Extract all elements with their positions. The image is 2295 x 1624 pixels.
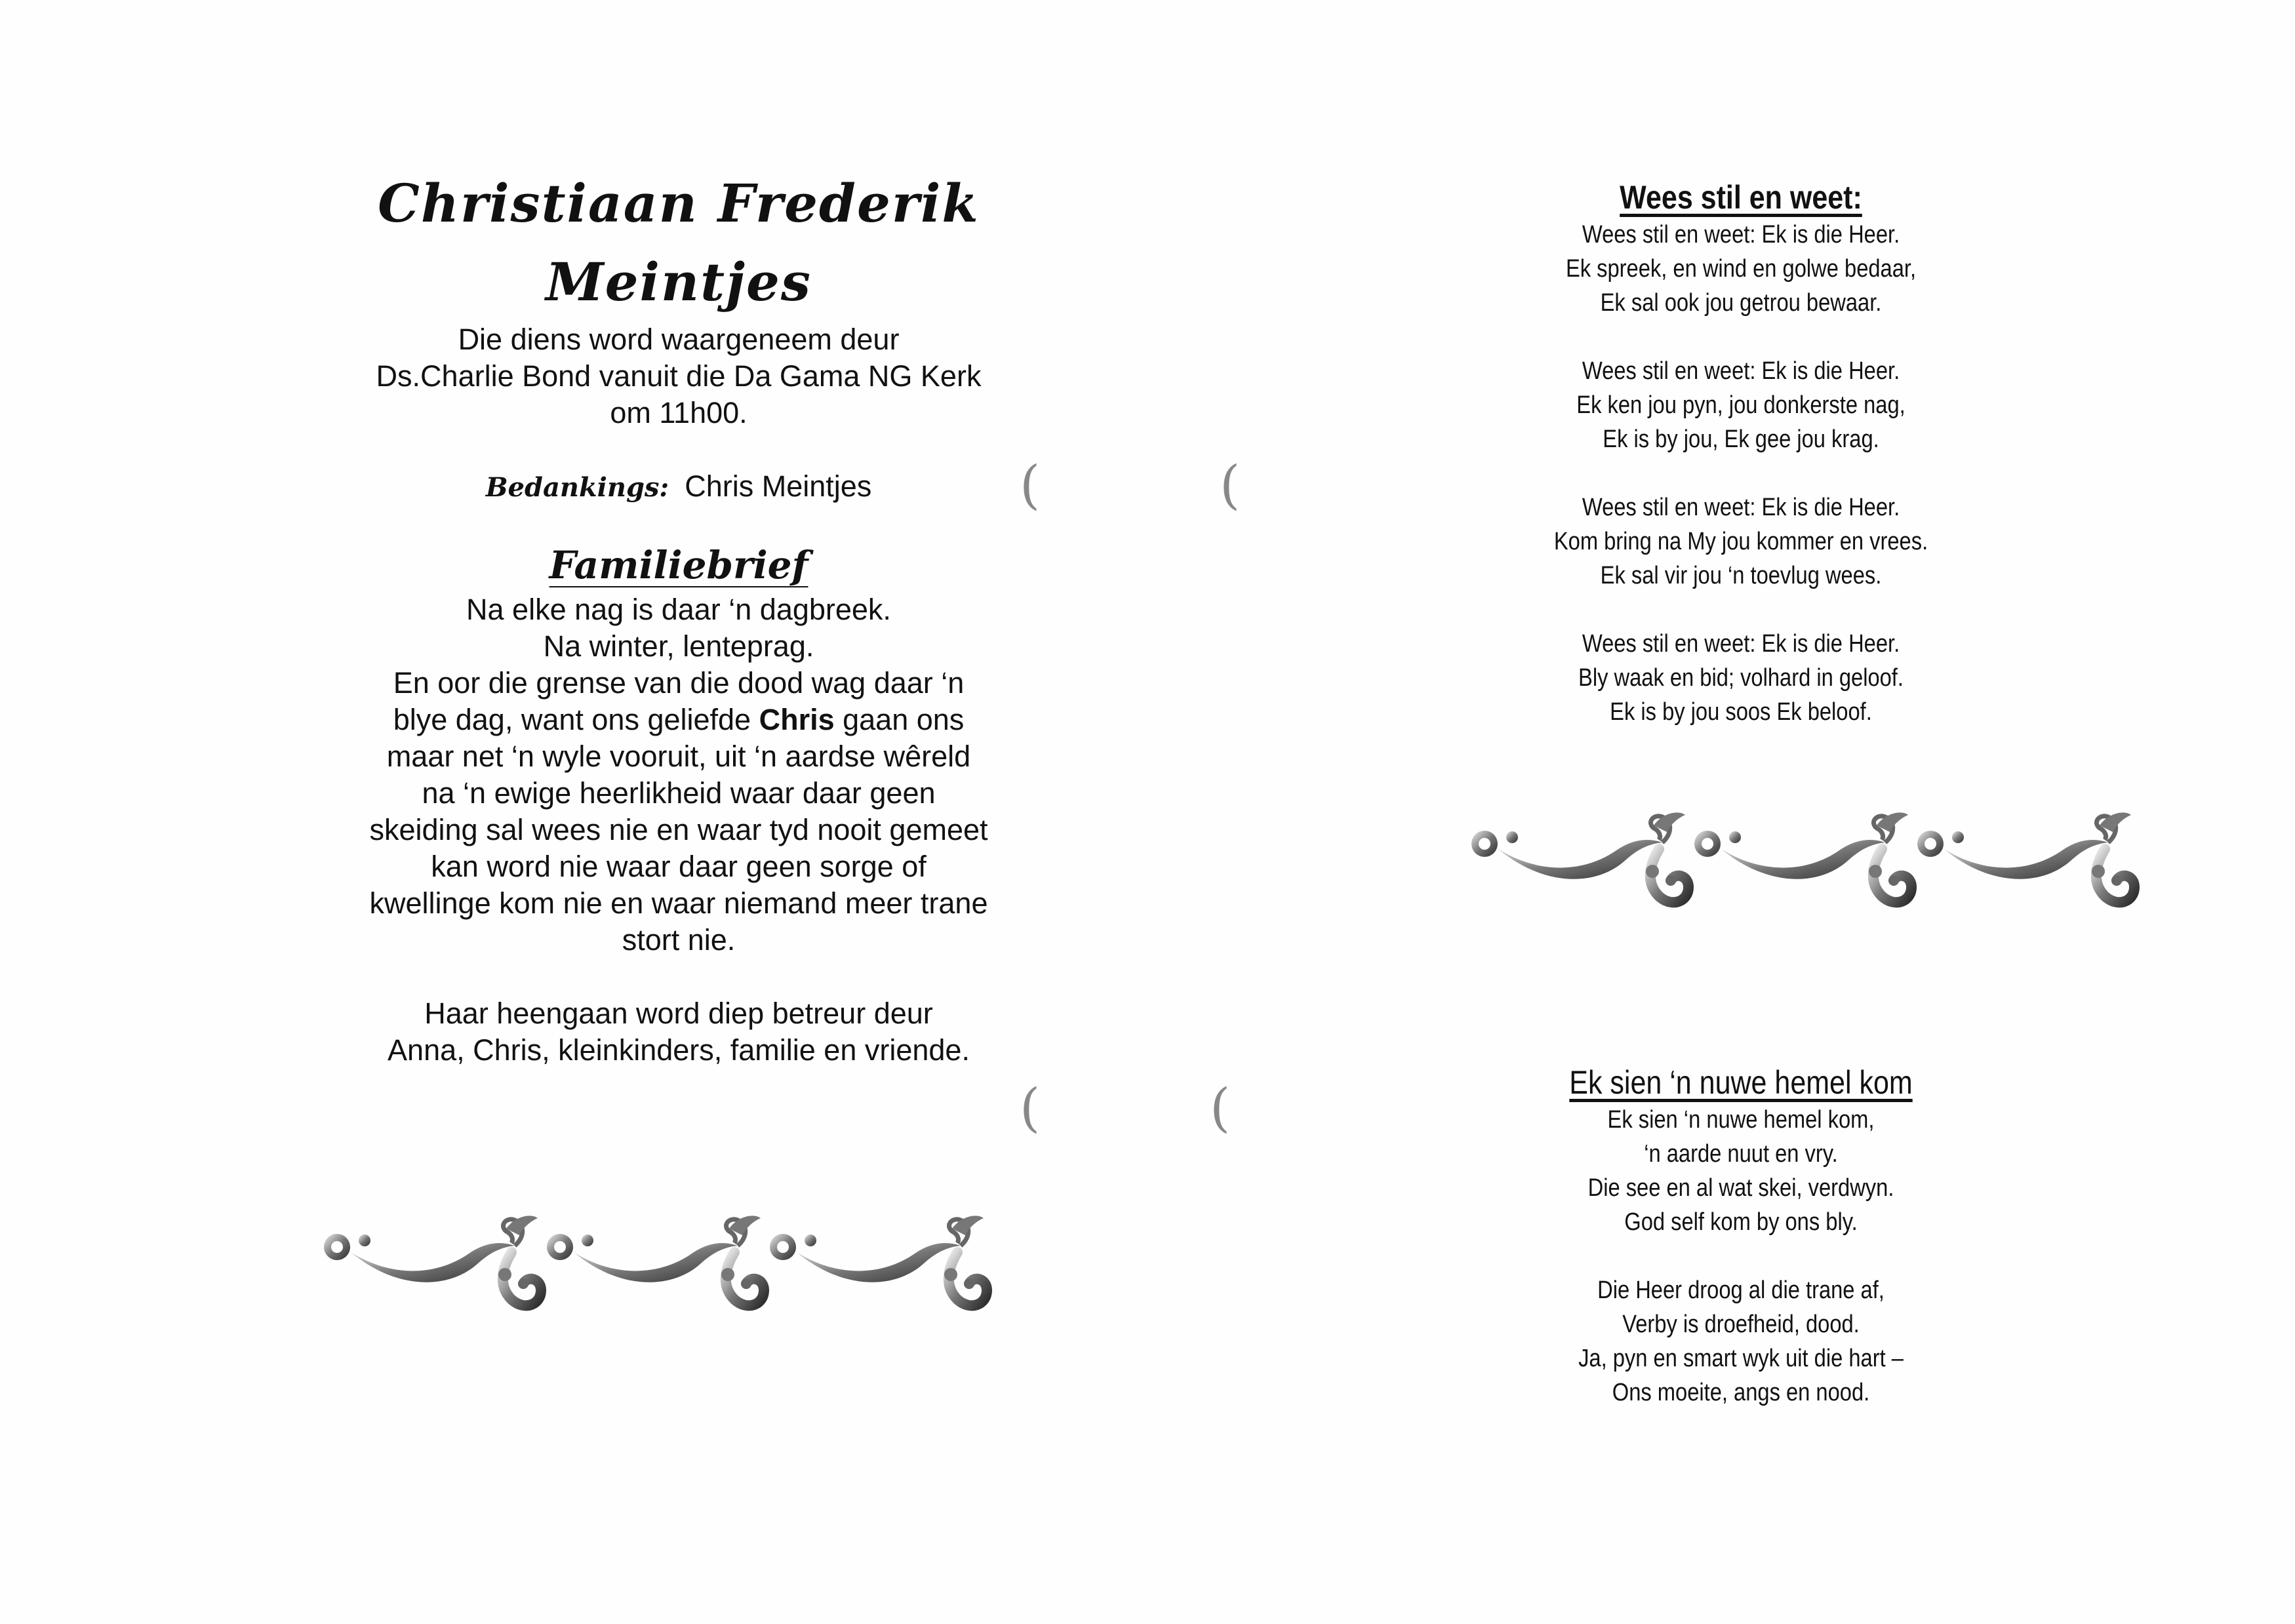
poem-line: Ek is by jou, Ek gee jou krag. xyxy=(1603,426,1879,453)
text-line: skeiding sal wees nie en waar tyd nooit gemeet xyxy=(369,813,988,846)
poem-line: Ons moeite, angs en nood. xyxy=(1612,1379,1870,1406)
poem-line: Die Heer droog al die trane af, xyxy=(1597,1277,1885,1304)
poem-line: Ek spreek, en wind en golwe bedaar, xyxy=(1565,255,1917,283)
text-line: En oor die grense van die dood wag daar ‘n xyxy=(393,666,965,700)
text-segment: blye dag, want ons geliefde xyxy=(393,703,759,736)
poem-line: Wees stil en weet: Ek is die Heer. xyxy=(1582,494,1900,521)
text-line: Haar heengaan word diep betreur deur xyxy=(424,997,933,1030)
stanza xyxy=(1502,627,1981,729)
familiebrief-title: Familiebrief xyxy=(549,543,808,587)
text-line: Anna, Chris, kleinkinders, familie en vriende. xyxy=(388,1033,970,1067)
poem-line: Die see en al wat skei, verdwyn. xyxy=(1587,1174,1894,1202)
stanza xyxy=(1502,218,1981,320)
highlighted-name: Chris xyxy=(759,703,835,736)
poem-1 xyxy=(1502,218,1981,729)
closing-text xyxy=(262,995,1095,1069)
text-line: kan word nie waar daar geen sorge of xyxy=(431,850,927,883)
bedankings xyxy=(262,468,1095,506)
name-line-1: Christiaan Frederik xyxy=(378,172,980,234)
poem-line: Ek ken jou pyn, jou donkerste nag, xyxy=(1576,391,1906,419)
poem-line: Bly waak en bid; volhard in geloof. xyxy=(1578,664,1904,692)
familiebrief-text xyxy=(262,591,1095,959)
binding-hole-mark: ( xyxy=(1210,1077,1231,1138)
binding-hole-mark: ( xyxy=(1020,1077,1041,1138)
poem-line: Ek sal vir jou ‘n toevlug wees. xyxy=(1600,562,1882,589)
binding-hole-mark: ( xyxy=(1020,454,1041,515)
familiebrief-heading xyxy=(262,539,1095,591)
text-segment: gaan ons xyxy=(834,703,965,736)
service-line: Ds.Charlie Bond vanuit die Da Gama NG Kerk xyxy=(376,359,982,393)
scroll-flourish-icon xyxy=(1462,803,2144,915)
name-line-2: Meintjes xyxy=(546,251,812,313)
poem-line: Ek sal ook jou getrou bewaar. xyxy=(1600,289,1882,317)
poem-2-panel xyxy=(1462,1062,2020,1444)
text-line: na ‘n ewige heerlikheid waar daar geen xyxy=(422,776,936,810)
poem-2 xyxy=(1502,1103,1981,1410)
poem-line: Wees stil en weet: Ek is die Heer. xyxy=(1582,630,1900,658)
poem-line: Wees stil en weet: Ek is die Heer. xyxy=(1582,357,1900,385)
poem-line: God self kom by ons bly. xyxy=(1624,1208,1858,1236)
poem-line: Kom bring na My jou kommer en vrees. xyxy=(1553,528,1928,555)
poem-line: Ek is by jou soos Ek beloof. xyxy=(1610,698,1872,726)
text-line: kwellinge kom nie en waar niemand meer trane xyxy=(369,886,988,920)
poem-line: Wees stil en weet: Ek is die Heer. xyxy=(1582,221,1900,248)
bedankings-name: Chris Meintjes xyxy=(685,469,872,503)
poem-line: Ek sien ‘n nuwe hemel kom, xyxy=(1607,1106,1875,1134)
service-info xyxy=(262,321,1095,431)
deceased-name xyxy=(262,164,1095,321)
poem-line: Verby is droefheid, dood. xyxy=(1622,1311,1860,1338)
service-line: om 11h00. xyxy=(610,396,748,429)
text-line: stort nie. xyxy=(622,923,736,957)
poem-line: ‘n aarde nuut en vry. xyxy=(1644,1140,1838,1168)
stanza xyxy=(1502,1103,1981,1239)
poem-line: Ja, pyn en smart wyk uit die hart – xyxy=(1578,1345,1904,1372)
text-line: maar net ‘n wyle vooruit, uit ‘n aardse wêreld xyxy=(386,740,971,773)
right-panel xyxy=(1462,177,2020,763)
poem-2-title: Ek sien ‘n nuwe hemel kom xyxy=(1569,1064,1913,1101)
service-line: Die diens word waargeneem deur xyxy=(458,323,900,356)
text-line: Na elke nag is daar ‘n dagbreek. xyxy=(466,593,891,626)
stanza xyxy=(1502,490,1981,593)
left-panel xyxy=(262,164,1095,1069)
bedankings-label: Bedankings: xyxy=(485,472,669,503)
stanza xyxy=(1502,354,1981,456)
stanza xyxy=(1502,1273,1981,1410)
poem-1-title: Wees stil en weet: xyxy=(1620,179,1862,216)
scroll-flourish-icon xyxy=(315,1206,997,1318)
text-line xyxy=(262,702,1095,738)
text-line: Na winter, lenteprag. xyxy=(543,629,814,663)
binding-hole-mark: ( xyxy=(1220,454,1241,515)
